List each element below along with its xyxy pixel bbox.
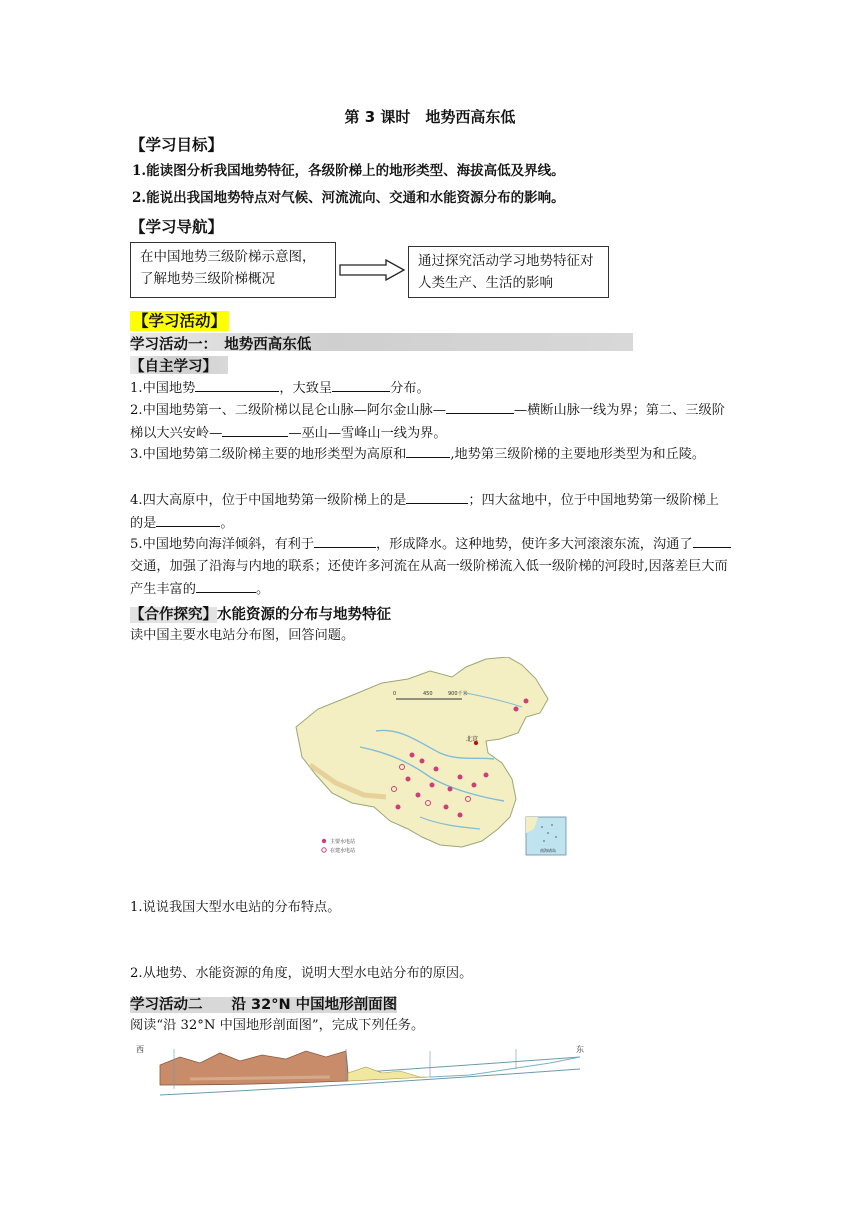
svg-text:450: 450 (423, 691, 433, 697)
blank[interactable] (195, 377, 279, 392)
cooperation-label: 【合作探究】 (130, 607, 217, 623)
activity2-heading: 学习活动二 沿 32°N 中国地形剖面图 (130, 997, 398, 1013)
navigation-heading: 【学习导航】 (130, 218, 224, 236)
activities-heading (130, 309, 229, 331)
cooperation-instruction: 读中国主要水电站分布图，回答问题。 (130, 628, 355, 643)
question-5: 5.中国地势向海洋倾斜，有利于 ，形成降水。这种地势，使许多大河滚滚东流，沟通了交通，加强了沿海与内地的联系；还使许多河流在从高一级阶梯流入低一级阶梯的河段时,因落差巨大而产生丰富的 。 (130, 533, 732, 601)
blank[interactable] (156, 512, 220, 527)
blank[interactable] (693, 533, 731, 548)
blank[interactable] (406, 489, 468, 504)
activity1-heading: 学习活动一： 地势西高东低 (130, 337, 312, 353)
south-sea-inset (526, 817, 566, 855)
hydropower-map (290, 657, 580, 857)
objective-item-1: 1.能读图分析我国地势特征，各级阶梯上的地形类型、海拔高低及界线。 (132, 163, 565, 179)
page-title: 第 3 课时 地势西高东低 (344, 108, 516, 126)
svg-text:南海诸岛: 南海诸岛 (540, 848, 556, 853)
profile-west-label: 西 (136, 1045, 144, 1054)
cooperation-topic: 水能资源的分布与地势特征 (217, 607, 391, 623)
navigation-box-left: 在中国地势三级阶梯示意图，了解地势三级阶梯概况 (130, 242, 336, 298)
question-4: 4.四大高原中，位于中国地势第一级阶梯上的是 ；四大盆地中，位于中国地势第一级阶梯上的是 。 (130, 489, 732, 535)
question-2: 2.中国地势第一、二级阶梯以昆仑山脉—阿尔金山脉— —横断山脉一线为界；第二、三级阶梯以大兴安岭— —巫山—雪峰山一线为界。 (130, 399, 732, 445)
blank[interactable] (406, 443, 450, 458)
activities-heading-text: 【学习活动】 (130, 311, 229, 331)
blank[interactable] (314, 533, 376, 548)
cooperation-question-1: 1.说说我国大型水电站的分布特点。 (130, 900, 341, 915)
blank[interactable] (196, 578, 256, 593)
blank[interactable] (332, 377, 390, 392)
cooperation-question-2: 2.从地势、水能资源的角度，说明大型水电站分布的原因。 (130, 966, 473, 981)
activity2-instruction: 阅读“沿 32°N 中国地形剖面图”，完成下列任务。 (130, 1018, 425, 1033)
self-study-heading: 【自主学习】 (130, 359, 217, 375)
navigation-box-right: 通过探究活动学习地势特征对人类生产、生活的影响 (408, 246, 609, 298)
profile-east-label: 东 (576, 1045, 584, 1054)
question-3: 3.中国地势第二级阶梯主要的地形类型为高原和 ,地势第三级阶梯的主要地形类型为和丘陵。 (130, 443, 732, 466)
blank[interactable] (446, 399, 514, 414)
objectives-heading: 【学习目标】 (130, 136, 224, 154)
objective-item-2: 2.能说出我国地势特点对气候、河流流向、交通和水能资源分布的影响。 (132, 190, 565, 206)
svg-text:在建水电站: 在建水电站 (330, 848, 356, 854)
terrain-profile-32n (130, 1043, 590, 1103)
capital-label: 北京 (466, 736, 479, 743)
arrow-right-icon (338, 259, 406, 281)
cooperation-heading (130, 603, 391, 624)
question-1: 1.中国地势 ，大致呈 分布。 (130, 377, 732, 400)
svg-text:0: 0 (393, 691, 397, 697)
svg-text:900千米: 900千米 (448, 691, 468, 697)
blank[interactable] (222, 422, 288, 437)
svg-text:主要水电站: 主要水电站 (330, 839, 356, 845)
